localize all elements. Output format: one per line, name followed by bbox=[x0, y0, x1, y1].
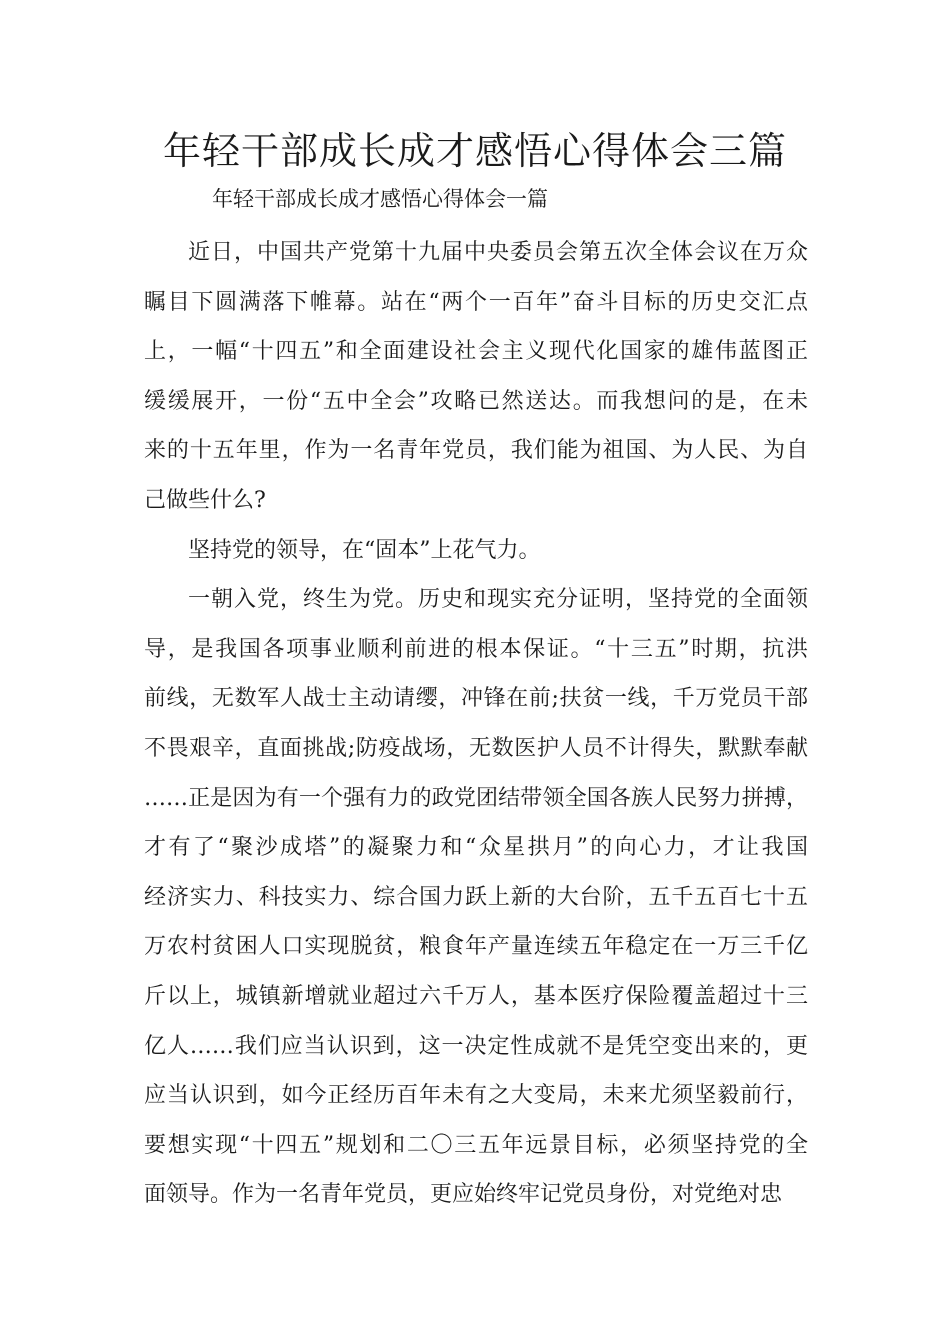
paragraph-line: 己做些什么? bbox=[144, 487, 266, 513]
paragraph-line: 经济实力、科技实力、综合国力跃上新的大台阶，五千五百七十五 bbox=[144, 884, 808, 910]
paragraph-line: 要想实现“十四五”规划和二〇三五年远景目标，必须坚持党的全 bbox=[144, 1132, 808, 1158]
paragraph-line: 面领导。作为一名青年党员，更应始终牢记党员身份，对党绝对忠 bbox=[144, 1182, 783, 1208]
paragraph-line: 一朝入党，终生为党。历史和现实充分证明，坚持党的全面领 bbox=[188, 587, 808, 613]
paragraph-line: 坚持党的领导，在“固本”上花气力。 bbox=[188, 537, 541, 563]
paragraph-line: 前线，无数军人战士主动请缨，冲锋在前;扶贫一线，千万党员干部 bbox=[144, 686, 808, 712]
document-title: 年轻干部成长成才感悟心得体会三篇 bbox=[162, 129, 787, 173]
paragraph-line: 不畏艰辛，直面挑战;防疫战场，无数医护人员不计得失，默默奉献 bbox=[144, 735, 808, 761]
paragraph-line: 斤以上，城镇新增就业超过六千万人，基本医疗保险覆盖超过十三 bbox=[144, 983, 808, 1009]
document-subtitle: 年轻干部成长成才感悟心得体会一篇 bbox=[212, 187, 548, 211]
paragraph-line: ……正是因为有一个强有力的政党团结带领全国各族人民努力拼搏， bbox=[144, 785, 808, 811]
paragraph-line: 应当认识到，如今正经历百年未有之大变局，未来尤须坚毅前行， bbox=[144, 1083, 808, 1109]
paragraph-line: 瞩目下圆满落下帷幕。站在“两个一百年”奋斗目标的历史交汇点 bbox=[144, 289, 808, 315]
paragraph-line: 才有了“聚沙成塔”的凝聚力和“众星拱月”的向心力，才让我国 bbox=[144, 835, 808, 861]
paragraph-line: 上，一幅“十四五”和全面建设社会主义现代化国家的雄伟蓝图正 bbox=[144, 339, 808, 365]
paragraph-1 bbox=[144, 228, 808, 526]
paragraph-2 bbox=[144, 526, 808, 576]
paragraph-line: 缓缓展开，一份“五中全会”攻略已然送达。而我想问的是，在未 bbox=[144, 388, 808, 414]
paragraph-3 bbox=[144, 575, 808, 1220]
paragraph-line: 万农村贫困人口实现脱贫，粮食年产量连续五年稳定在一万三千亿 bbox=[144, 934, 808, 960]
paragraph-line: 来的十五年里，作为一名青年党员，我们能为祖国、为人民、为自 bbox=[144, 438, 808, 464]
paragraph-line: 亿人……我们应当认识到，这一决定性成就不是凭空变出来的，更 bbox=[144, 1033, 808, 1059]
paragraph-line: 近日，中国共产党第十九届中央委员会第五次全体会议在万众 bbox=[188, 240, 808, 265]
paragraph-line: 导，是我国各项事业顺利前进的根本保证。“十三五”时期，抗洪 bbox=[144, 636, 808, 662]
